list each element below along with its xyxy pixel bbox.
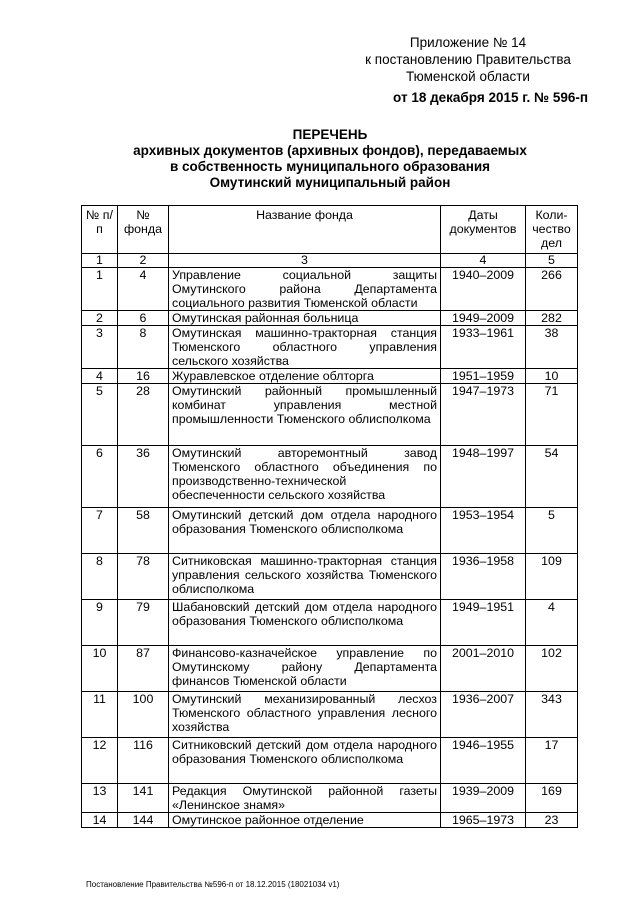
column-number-row [82,254,578,268]
table-row [82,508,578,554]
table-row [82,784,578,813]
document-dates: 1936–2007 [441,692,526,738]
region-name: Тюменской области [406,69,530,84]
fond-number: 8 [118,326,169,369]
row-index: 3 [82,326,118,369]
row-index: 7 [82,508,118,554]
fond-number: 78 [118,554,169,600]
table-row [82,692,578,738]
fond-name: Ситниковский детский дом отдела народного образования Тюменского облисполкома [169,738,441,784]
fond-number: 28 [118,384,169,446]
document-dates: 2001–2010 [441,646,526,692]
column-header-dates: Даты документов [441,206,526,254]
fond-number: 16 [118,369,169,384]
document-dates: 1949–1951 [441,600,526,646]
fond-name: Омутинское районное отделение [169,813,441,828]
column-number: 1 [82,254,118,268]
row-index: 6 [82,446,118,508]
file-count: 38 [526,326,578,369]
row-index: 10 [82,646,118,692]
decree-date: от 18 декабря 2015 г. № 596-п [393,90,588,105]
title-line-1: ПЕРЕЧЕНЬ [292,127,368,142]
file-count: 4 [526,600,578,646]
table-row [82,554,578,600]
column-header-name: Название фонда [169,206,441,254]
row-index: 1 [82,268,118,311]
fond-number: 141 [118,784,169,813]
document-dates: 1951–1959 [441,369,526,384]
document-footer: Постановление Правительства №596-п от 18.12.2015 (18021034 v1) [86,880,340,889]
decree-reference: к постановлению Правительства [365,52,571,67]
title-line-3: в собственность муниципального образования [169,159,491,174]
fond-number: 144 [118,813,169,828]
fond-name: Омутинский детский дом отдела народного образования Тюменского облисполкома [169,508,441,554]
file-count: 17 [526,738,578,784]
fond-name: Ситниковская машинно-тракторная станция управления сельского хозяйства Тюменского облисполкома [169,554,441,600]
column-number: 3 [169,254,441,268]
file-count: 102 [526,646,578,692]
fond-name: Управление социальной защиты Омутинского района Департамента социального развития Тюменской области [169,268,441,311]
fond-number: 4 [118,268,169,311]
file-count: 10 [526,369,578,384]
fond-name: Редакция Омутинской районной газеты «Ленинское знамя» [169,784,441,813]
fond-name: Журавлевское отделение облторга [169,369,441,384]
fond-name: Омутинский авторемонтный завод Тюменского областного объединения по производственно-технической обеспеченности сельского хозяйства [169,446,441,508]
table-row [82,268,578,311]
table-row [82,738,578,784]
title-line-2: архивных документов (архивных фондов), передаваемых [133,143,527,158]
row-index: 12 [82,738,118,784]
document-dates: 1949–2009 [441,311,526,326]
fond-number: 6 [118,311,169,326]
table-row [82,446,578,508]
row-index: 4 [82,369,118,384]
file-count: 343 [526,692,578,738]
table-row [82,813,578,828]
document-dates: 1933–1961 [441,326,526,369]
fond-name: Шабановский детский дом отдела народного образования Тюменского облисполкома [169,600,441,646]
column-header-index: № п/п [82,206,118,254]
document-dates: 1936–1958 [441,554,526,600]
table-row [82,369,578,384]
column-number: 5 [526,254,578,268]
fond-name: Омутинская машинно-тракторная станция Тюменского областного управления сельского хозяйства [169,326,441,369]
table-row [82,600,578,646]
table-row [82,384,578,446]
fond-number: 79 [118,600,169,646]
document-dates: 1940–2009 [441,268,526,311]
file-count: 266 [526,268,578,311]
document-dates: 1965–1973 [441,813,526,828]
table-row [82,311,578,326]
document-dates: 1946–1955 [441,738,526,784]
row-index: 13 [82,784,118,813]
document-header [348,34,588,106]
file-count: 54 [526,446,578,508]
table-row [82,326,578,369]
fond-number: 36 [118,446,169,508]
fond-number: 116 [118,738,169,784]
column-number: 4 [441,254,526,268]
fond-name: Омутинский районный промышленный комбинат управления местной промышленности Тюменского облисполкома [169,384,441,446]
archive-fund-table [81,205,578,828]
fond-number: 87 [118,646,169,692]
file-count: 71 [526,384,578,446]
row-index: 5 [82,384,118,446]
title-line-4: Омутинский муниципальный район [209,175,451,190]
file-count: 5 [526,508,578,554]
file-count: 169 [526,784,578,813]
fond-number: 58 [118,508,169,554]
row-index: 9 [82,600,118,646]
document-dates: 1953–1954 [441,508,526,554]
row-index: 8 [82,554,118,600]
column-header-fond: № фонда [118,206,169,254]
fond-name: Омутинский механизированный лесхоз Тюменского областного управления лесного хозяйства [169,692,441,738]
file-count: 282 [526,311,578,326]
table-header-row [82,206,578,254]
fond-name: Финансово-казначейское управление по Омутинскому району Департамента финансов Тюменской области [169,646,441,692]
fond-number: 100 [118,692,169,738]
fond-name: Омутинская районная больница [169,311,441,326]
column-header-count: Коли-чество дел [526,206,578,254]
document-dates: 1948–1997 [441,446,526,508]
document-dates: 1947–1973 [441,384,526,446]
row-index: 14 [82,813,118,828]
document-dates: 1939–2009 [441,784,526,813]
row-index: 11 [82,692,118,738]
column-number: 2 [118,254,169,268]
file-count: 23 [526,813,578,828]
table-row [82,646,578,692]
file-count: 109 [526,554,578,600]
appendix-number: Приложение № 14 [409,35,527,50]
document-title [120,127,540,191]
row-index: 2 [82,311,118,326]
